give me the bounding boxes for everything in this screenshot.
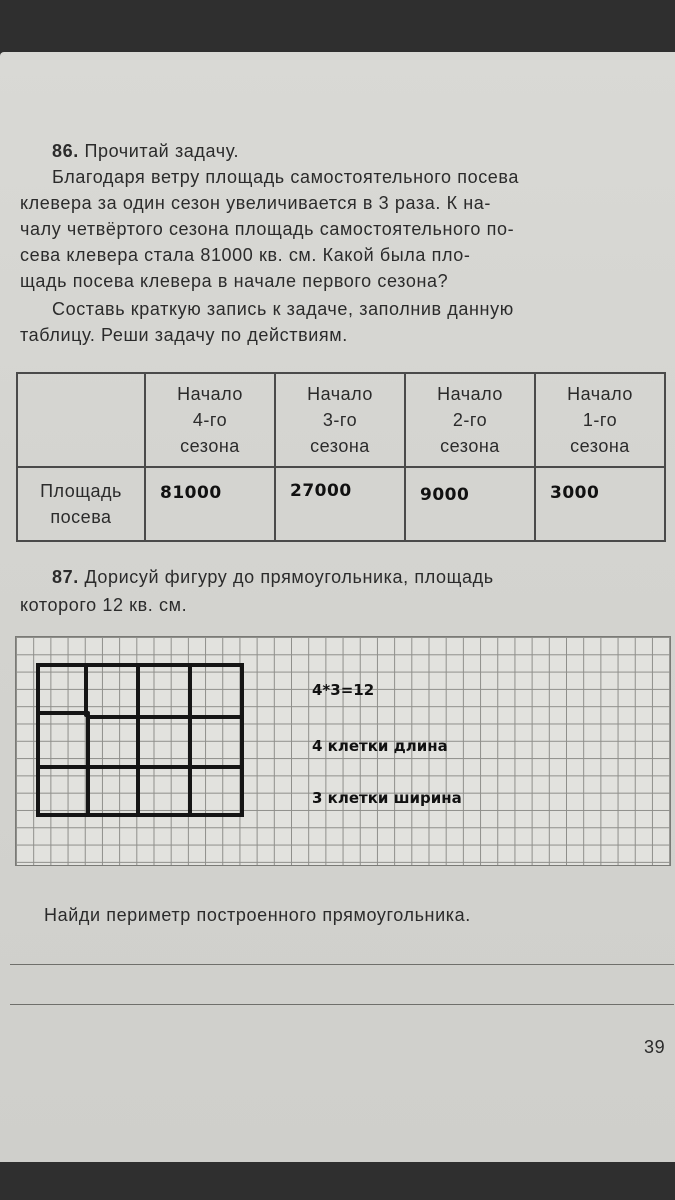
table-header-cell xyxy=(275,373,405,467)
task86-line-4: сева клевера стала 81000 кв. см. Какой была пло- xyxy=(20,245,471,265)
header-line: 4-го xyxy=(192,410,228,430)
value-cell-season-2: 9000 xyxy=(405,467,535,541)
table-header-row xyxy=(17,373,665,467)
note-length: 4 клетки длина xyxy=(312,737,448,755)
task87-line-2: которого 12 кв. см. xyxy=(20,595,188,615)
task86-line-5: щадь посева клевера в начале первого сезона? xyxy=(20,271,449,291)
answer-line-2 xyxy=(10,1004,674,1005)
task87-line-1: Дорисуй фигуру до прямоугольника, площадь xyxy=(84,567,494,587)
header-line: 2-го xyxy=(452,410,488,430)
task86-line-1: Благодаря ветру площадь самостоятельного посева xyxy=(52,167,519,187)
table-row xyxy=(17,467,665,541)
task86-title: Прочитай задачу. xyxy=(84,141,240,161)
seasons-table xyxy=(16,372,666,542)
value-cell-season-4: 81000 xyxy=(145,467,275,541)
table-header-cell xyxy=(535,373,665,467)
header-line: сезона xyxy=(180,436,240,456)
header-line: Начало xyxy=(177,384,243,404)
row-header-line: Площадь xyxy=(40,481,122,501)
header-line: сезона xyxy=(440,436,500,456)
task87-number: 87. xyxy=(52,567,79,587)
header-line: Начало xyxy=(307,384,373,404)
header-line: сезона xyxy=(570,436,630,456)
header-line: сезона xyxy=(310,436,370,456)
task86-line-3: чалу четвёртого сезона площадь самостоятельного по- xyxy=(20,219,515,239)
task86-number: 86. xyxy=(52,141,79,161)
note-width: 3 клетки ширина xyxy=(312,789,462,807)
task86-line-6: Составь краткую запись к задаче, заполнив данную xyxy=(52,299,514,319)
table-header-cell xyxy=(145,373,275,467)
page-number: 39 xyxy=(644,1037,666,1057)
row-header-line: посева xyxy=(50,507,112,527)
squared-grid xyxy=(15,636,671,866)
header-line: Начало xyxy=(567,384,633,404)
table-corner-cell xyxy=(17,373,145,467)
value-cell-season-1: 3000 xyxy=(535,467,665,541)
value-cell-season-3: 27000 xyxy=(275,467,405,541)
table-header-cell xyxy=(405,373,535,467)
perimeter-question: Найди периметр построенного прямоугольника. xyxy=(44,905,471,925)
task87-heading xyxy=(52,564,494,590)
textbook-page xyxy=(0,52,675,1162)
header-line: Начало xyxy=(437,384,503,404)
task86-line-2: клевера за один сезон увеличивается в 3 раза. К на- xyxy=(20,193,492,213)
answer-line-1 xyxy=(10,964,674,965)
task86-heading xyxy=(52,138,239,164)
row-header-cell xyxy=(17,467,145,541)
note-formula: 4*3=12 xyxy=(312,681,375,699)
task86-line-7: таблицу. Реши задачу по действиям. xyxy=(20,325,348,345)
header-line: 1-го xyxy=(582,410,618,430)
header-line: 3-го xyxy=(322,410,358,430)
